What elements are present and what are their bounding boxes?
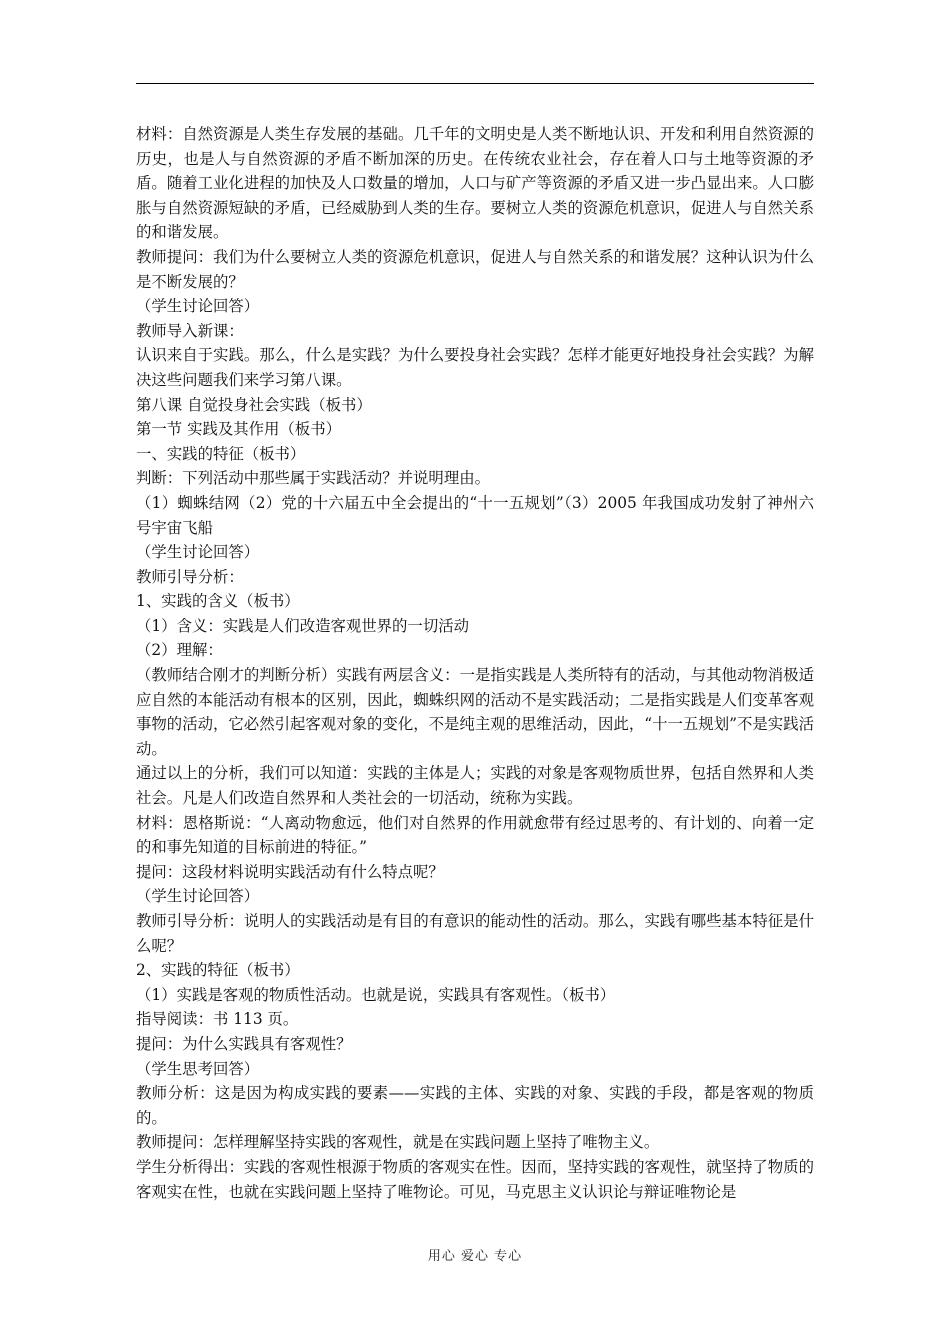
paragraph: （学生讨论回答） [136,297,260,316]
paragraph: （2）理解： [136,641,223,660]
paragraph: 材料：恩格斯说：“人离动物愈远，他们对自然界的作用就愈带有经过思考的、有计划的、向着一定的和事先知道的目标前进的特征。” [136,813,814,857]
paragraph: （学生讨论回答） [136,887,260,906]
header-rule [136,83,814,84]
page-footer: 用心 爱心 专心 [427,1249,523,1264]
paragraph: 提问：为什么实践具有客观性？ [136,1034,352,1053]
paragraph: 教师导入新课： [136,321,244,340]
paragraph: 认识来自于实践。那么，什么是实践？为什么要投身社会实践？怎样才能更好地投身社会实践？为解决这些问题我们来学习第八课。 [136,346,814,389]
paragraph: 学生分析得出：实践的客观性根源于物质的客观实在性。因而，坚持实践的客观性，就坚持了物质的客观实在性，也就在实践问题上坚持了唯物论。可见，马克思主义认识论与辩证唯物论是 [136,1157,814,1201]
paragraph: （学生思考回答） [136,1059,260,1078]
paragraph: 提问：这段材料说明实践活动有什么特点呢？ [136,862,444,881]
document-body [136,122,814,1204]
subsection-heading: 一、实践的特征（板书） [136,444,306,463]
paragraph: 教师引导分析：说明人的实践活动是有目的有意识的能动性的活动。那么，实践有哪些基本特征是什么呢？ [136,912,814,955]
section-heading: 第一节 实践及其作用（板书） [136,420,341,439]
paragraph: 教师引导分析： [136,567,244,586]
paragraph: 教师提问：我们为什么要树立人类的资源危机意识，促进人与自然关系的和谐发展？这种认识为什么是不断发展的？ [136,247,814,291]
paragraph: 教师分析：这是因为构成实践的要素——实践的主体、实践的对象、实践的手段，都是客观的物质的。 [136,1084,814,1127]
subsection-heading: 2、实践的特征（板书） [136,961,300,980]
paragraph: 指导阅读：书 113 页。 [136,1010,299,1029]
paragraph: 通过以上的分析，我们可以知道：实践的主体是人；实践的对象是客观物质世界，包括自然界和人类社会。凡是人们改造自然界和人类社会的一切活动，统称为实践。 [136,764,814,808]
lesson-heading: 第八课 自觉投身社会实践（板书） [136,395,372,414]
subsection-heading: 1、实践的含义（板书） [136,592,300,611]
paragraph: （教师结合刚才的判断分析）实践有两层含义：一是指实践是人类所特有的活动，与其他动物消极适应自然的本能活动有根本的区别，因此，蜘蛛织网的活动不是实践活动；二是指实践是人们变革客观事物的活动，它必然引起客观对象的变化，不是纯主观的思维活动，因此，“十一五规划”不是实践活动。 [136,666,814,758]
paragraph: 教师提问：怎样理解坚持实践的客观性，就是在实践问题上坚持了唯物主义。 [136,1133,660,1152]
paragraph: （学生讨论回答） [136,543,260,562]
paragraph: （1）含义：实践是人们改造客观世界的一切活动 [136,616,469,635]
paragraph: 判断：下列活动中那些属于实践活动？并说明理由。 [136,469,490,488]
paragraph: （1）蜘蛛结网（2）党的十六届五中全会提出的“十一五规划”（3）2005 年我国成功发射了神州六号宇宙飞船 [136,493,814,537]
paragraph: （1）实践是客观的物质性活动。也就是说，实践具有客观性。（板书） [136,985,616,1004]
paragraph: 材料：自然资源是人类生存发展的基础。几千年的文明史是人类不断地认识、开发和利用自然资源的历史，也是人与自然资源的矛盾不断加深的历史。在传统农业社会，存在着人口与土地等资源的矛盾。随着工业化进程的加快及人口数量的增加，人口与矿产等资源的矛盾又进一步凸显出来。人口膨胀与自然资源短缺的矛盾，已经威胁到人类的生存。要树立人类的资源危机意识，促进人与自然关系的和谐发展。 [136,125,814,242]
